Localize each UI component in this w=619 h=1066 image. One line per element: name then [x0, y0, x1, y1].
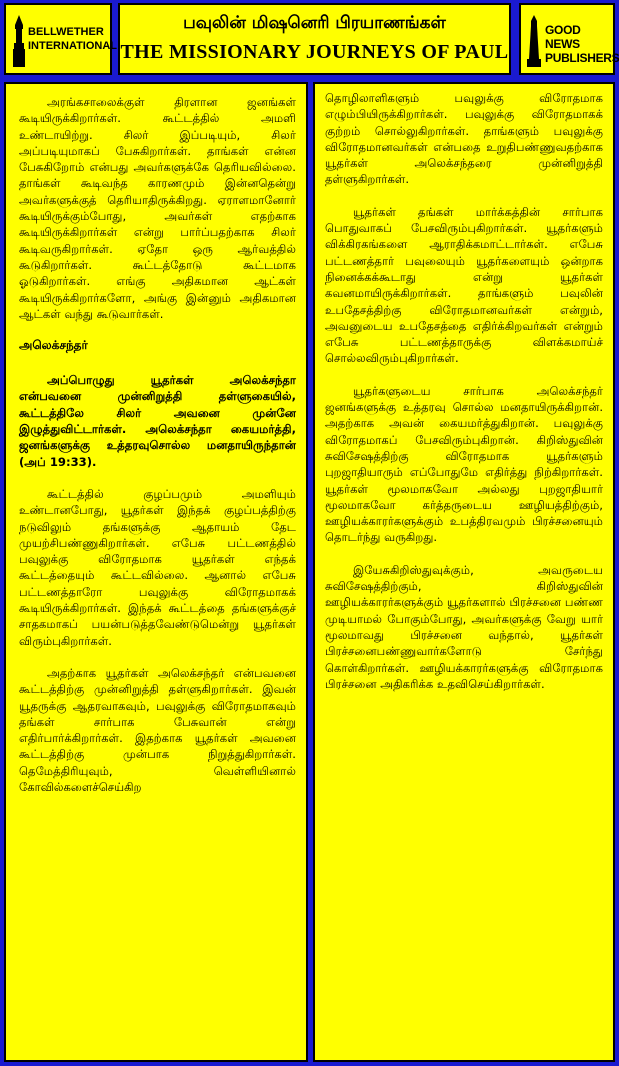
- title-tamil: பவுலின் மிஷனெரி பிரயாணங்கள்: [183, 13, 446, 33]
- scripture-quote: அப்பொழுது யூதர்கள் அலெக்சந்தா என்பவனை முன்னிறுத்தி தள்ளுகையில், கூட்டத்திலே சிலர் அவனை முன்னே இழுத்துவிட்டார்கள். அலெக்சந்தா கையமர்த்தி, ஜனங்களுக்கு உத்தரவுசொல்ல மனதாயிருந்தான் (அப் 19:33).: [19, 373, 296, 469]
- section-heading: அலெக்சந்தர்: [19, 338, 88, 353]
- paragraph: இயேசுகிறிஸ்துவுக்கும், அவருடைய சுவிசேஷத்திற்கும், கிறிஸ்துவின் ஊழியக்காரர்களுக்கும் யூதர்களால் பிரச்சனை பண்ண முடியாமல் போகும்போது, அவர்களுக்கு வேறு யார் மூலமாவது பிரச்சனை வந்தால், யூதர்கள் பிரச்சனைபண்ணுவார்களோடு சேர்ந்து கொள்கிறார்கள். ஊழியக்காரர்களுக்கு விரோதமாக பிரச்சனை அதிகரிக்க உதவிசெய்கிறார்கள்.: [325, 562, 603, 691]
- title-banner: [118, 3, 511, 75]
- paragraph: கூட்டத்தில் குழப்பமும் அமளியும் உண்டானபோது, யூதர்கள் இந்தக் குழப்பத்திற்கு நடுவிலும் தங்களுக்கு ஆதாயம் தேட முயற்சிபண்ணுகிறார்கள். எபேசு பட்டணத்தில் பவுலுக்கு விரோதமாக யூதர்கள் எந்தக் கூட்டத்தையும் கூட்டவில்லை. ஆனால் எபேசு பட்டணத்தாரோ பவுலுக்கு விரோதமாகக் கூடியிருக்கிறார்கள். இந்தக் கூட்டத்தை தங்களுக்குச் சாதகமாகப் பயன்படுத்தவேண்டுமென்று யூதர்கள் விரும்புகிறார்கள்.: [19, 486, 296, 648]
- paragraph: அரங்கசாலைக்குள் திரளான ஜனங்கள் கூடியிருக்கிறார்கள். கூட்டத்தில் அமளி உண்டாயிற்று. சிலர் இப்படியும், சிலர் அப்படியுமாகப் பேசுகிறார்கள். தாங்கள் என்ன பேசுகிறோம் என்பது அவர்களுக்கே தெரியவில்லை. தாங்கள் கூடிவந்த காரணமும் இன்னதென்று அவர்களுக்குத் தெரியாதிருக்கிறது. ஏராளமானோர் கூடியிருக்கும்போது, அவர்கள் எதற்காக கூடியிருக்கிறார்கள் என்று பார்ப்பதற்காக சிலர் கூடிவருகிறார்கள். ஏதோ ஒரு ஆர்வத்தில் கூடுகிறார்கள். கூட்டத்தோடு கூட்டமாக ஓடுகிறார்கள். எங்கு அதிகமான ஆட்கள் கூடியிருக்கிறார்களோ, அங்கு இன்னும் அதிகமான ஆட்கள் வந்து கூடுவார்கள்.: [19, 95, 296, 321]
- paragraph: யூதர்களுடைய சார்பாக அலெக்சந்தர் ஜனங்களுக்கு உத்தரவு சொல்ல மனதாயிருக்கிறான். அதற்காக அவன் கையமர்த்துகிறான். பவுலுக்கு விரோதமாகப் பேசவிரும்புகிறான். கிறிஸ்துவின் சுவிசேஷத்திற்கு விரோதமாக யூதர்களும் புறஜாதியாரும் எப்போதுமே எதிர்த்து நிற்கிறார்கள். யூதர்கள் மூலமாகவோ அல்லது புறஜாதியார் மூலமாகவோ கர்த்தருடைய ஊழியத்திற்கும், ஊழியக்காரர்களுக்கும் உபத்திரவமும் பிரச்சனையும் தொடர்ந்து வருகிறது.: [325, 383, 603, 545]
- bellwether-logo: [4, 3, 118, 75]
- header: [4, 3, 619, 75]
- left-column: [4, 82, 308, 1062]
- paragraph: அதற்காக யூதர்கள் அலெக்சந்தர் என்பவனை கூட்டத்திற்கு முன்னிறுத்தி தள்ளுகிறார்கள். இவன் யூதருக்கு ஆதரவாகவும், பவுலுக்கு விரோதமாகவும் தங்கள் சார்பாக பேசுவான் என்று எதிர்பார்க்கிறார்கள். இதற்காக யூதர்கள் அவனை கூட்டத்திற்கு முன்பாக நிறுத்துகிறார்கள். தெமேத்திரியுவும், வெள்ளியினால் கோவில்களைச்செய்கிற: [19, 665, 296, 794]
- bell-tower-icon: [12, 15, 26, 67]
- title-english: THE MISSIONARY JOURNEYS OF PAUL: [120, 41, 509, 63]
- bellwether-logo-text: BELLWETHER INTERNATIONAL: [28, 26, 118, 52]
- right-column: [313, 82, 615, 1062]
- good-news-logo-text: GOOD NEWS PUBLISHERS: [545, 23, 619, 65]
- paragraph: யூதர்கள் தங்கள் மார்க்கத்தின் சார்பாக பொதுவாகப் பேசவிரும்புகிறார்கள். யூதர்களும் விக்கிரகங்களை ஆராதிக்கமாட்டார்கள். எபேசு பட்டணத்தார் பவுலையும் யூதர்களையும் ஒன்றாக நினைக்கக்கூடாது என்று யூதர்கள் கவனமாயிருக்கிறார்கள். தாங்களும் பவுலின் உபதேசத்திற்கு விரோதமானவர்கள் என்றும், அவனுடைய உபதேசத்தை எதிர்க்கிறவர்கள் என்றும் எபேசு பட்டணத்தாருக்கு விளக்கமாய்ச் சொல்லவிரும்புகிறார்கள்.: [325, 204, 603, 366]
- paragraph: தொழிலாளிகளும் பவுலுக்கு விரோதமாக எழும்பியிருக்கிறார்கள். பவுலுக்கு விரோதமாகக் குற்றம் சொல்லுகிறார்கள். தாங்களும் பவுலுக்கு விரோதமானவர்கள் என்பதை உறுதிபண்ணுவதற்காக யூதர்கள் அலெக்சந்தரை முன்னிறுத்தி தள்ளுகிறார்கள்.: [325, 91, 603, 187]
- good-news-logo: [519, 3, 619, 75]
- lighthouse-icon: [527, 15, 541, 67]
